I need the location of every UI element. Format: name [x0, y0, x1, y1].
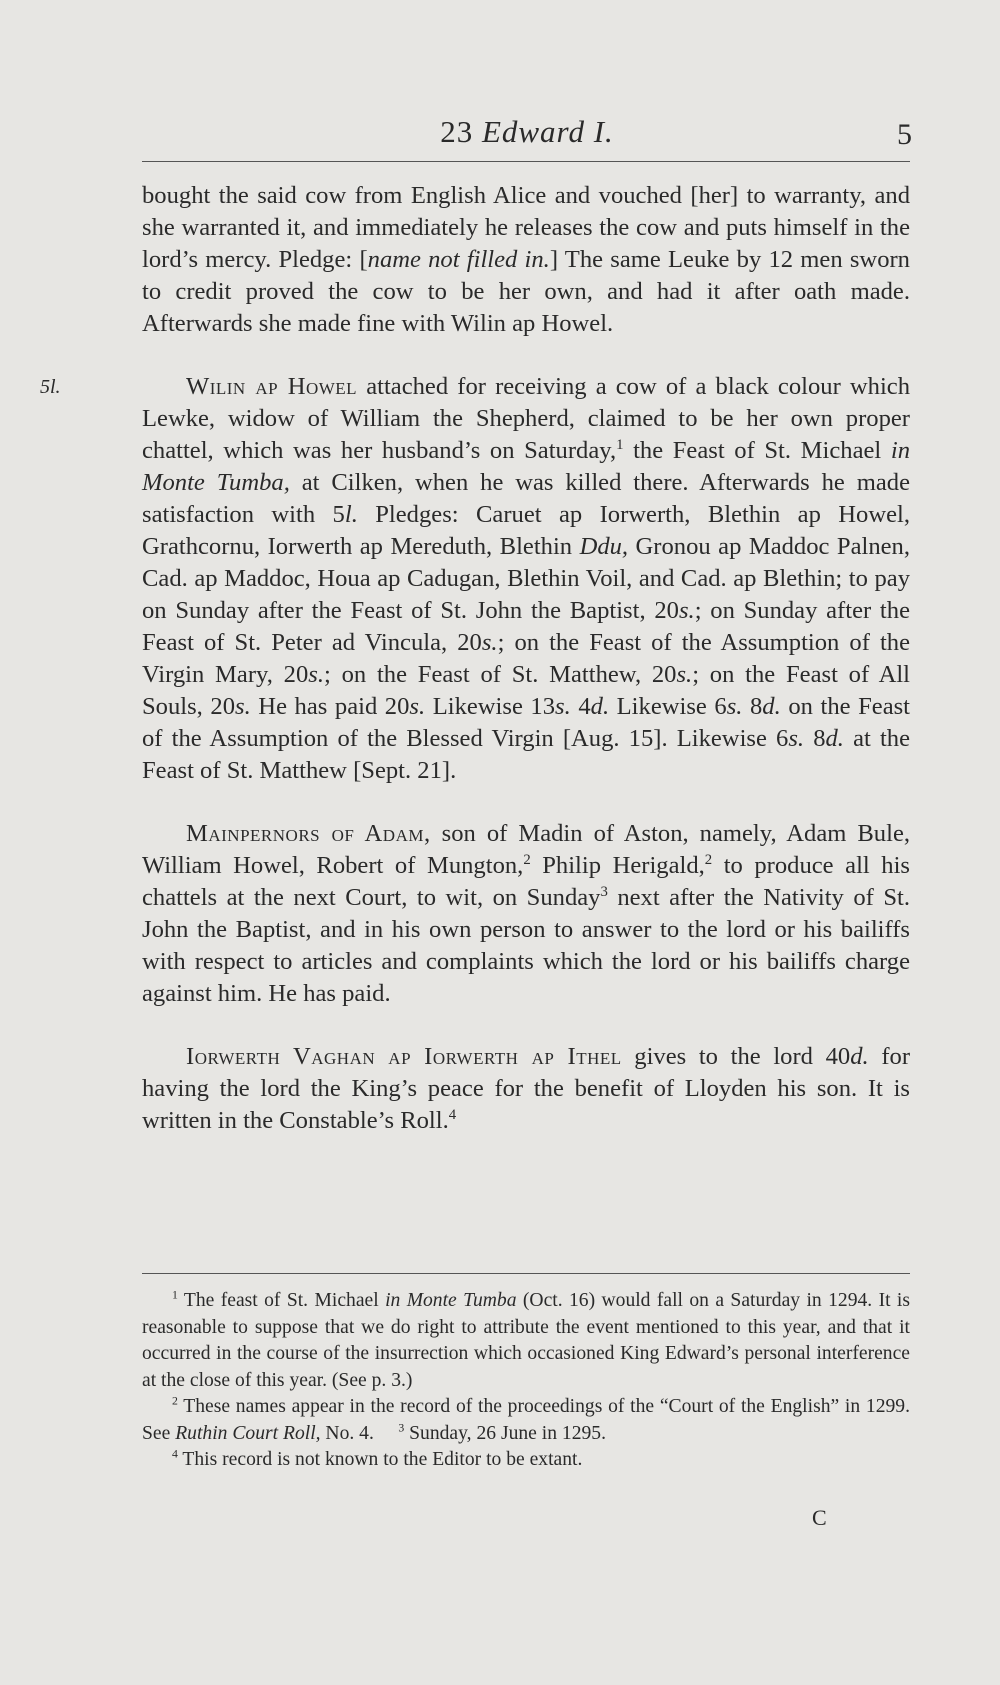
paragraph-3: Mainpernors of Adam, son of Madin of Aston, namely, Adam Bule, William Howel, Robert of Mungton,$^2$ Philip Herigald,$^2$ to produce all his chattels at the next Court, to wit, on Sunday$^3$ next after the Nativity of St. John the Baptist, and in his own person to answer to the lord or his bailiffs with respect to articles and complaints which the lord or his bailiffs charge against him. He has paid.	[142, 820, 911, 1007]
running-header	[142, 108, 912, 154]
footnote-ref: 3	[600, 883, 608, 900]
paragraph-4: Iorwerth Vaghan ap Iorwerth ap Ithel gives to the lord 40d. for having the lord the King’s peace for the benefit of Lloyden his son. It is written in the Constable’s Roll.$^4$	[142, 1043, 911, 1134]
footnote-ref: 1	[616, 436, 624, 453]
entry-lead: Iorwerth Vaghan ap Iorwerth ap Ithel	[186, 1043, 622, 1070]
body-text	[40, 180, 911, 1168]
footnote-4: $^4$ This record is not known to the Editor to be extant.	[172, 1447, 583, 1470]
regnal-number: 23	[440, 114, 474, 149]
header-rule	[142, 161, 910, 162]
footnotes	[142, 1288, 910, 1474]
entry-lead: Mainpernors of Adam,	[186, 820, 431, 847]
paragraph-1: bought the said cow from English Alice and vouched [her] to warranty, and she warranted it, and immediately he releases the cow and puts himself in the lord’s mercy. Pledge: [name not filled in.] The same Leuke by 12 men sworn to credit proved the cow to be her own, and had it after oath made. Afterwards she made fine with Wilin ap Howel.	[142, 182, 910, 337]
paragraph-2: 5l. Wilin ap Howel attached for receiving a cow of a black colour which Lewke, widow of William the Shepherd, claimed to be her own proper chattel, which was her husband’s on Saturday,$^1$ the Feast of St. Michael in Monte Tumba, at Cilken, when he was killed there. Afterwards he made satisfaction with 5l. Pledges: Caruet ap Iorwerth, Blethin ap Howel, Grathcornu, Iorwerth ap Mereduth, Blethin Ddu, Gronou ap Maddoc Palnen, Cad. ap Maddoc, Houa ap Cadugan, Blethin Voil, and Cad. ap Blethin; to pay on Sunday after the Feast of St. John the Baptist, 20s.; on Sunday after the Feast of St. Peter ad Vincula, 20s.; on the Feast of the Assumption of the Virgin Mary, 20s.; on the Feast of St. Matthew, 20s.; on the Feast of All Souls, 20s. He has paid 20s. Likewise 13s. 4d. Likewise 6s. 8d. on the Feast of the Assumption of the Blessed Virgin [Aug. 15]. Likewise 6s. 8d. at the Feast of St. Matthew [Sept. 21].	[40, 373, 911, 784]
footnote-ref: 4	[448, 1106, 457, 1123]
footnote-ref: 2	[523, 851, 531, 868]
margin-note: 5l.	[40, 376, 61, 398]
regnal-name: Edward I.	[481, 114, 614, 149]
signature-mark: C	[812, 1505, 827, 1530]
page-number: 5	[897, 118, 912, 151]
footnote-1: $^1$ The feast of St. Michael in Monte Tumba (Oct. 16) would fall on a Saturday in 1294. It is reasonable to suppose that we do right to attribute the event mentioned to this year, and that it occurred in the course of the insurrection which occasioned King Edward’s personal interference at the close of this year. (See p. 3.)	[142, 1288, 910, 1391]
footnote-2: $^2$ These names appear in the record of the proceedings of the “Court of the English” in 1299. See Ruthin Court Roll, No. 4. $^3$ Sunday, 26 June in 1295.	[142, 1394, 910, 1444]
footnote-rule	[142, 1273, 910, 1274]
entry-lead: Wilin ap Howel	[186, 373, 358, 400]
footnote-ref: 2	[704, 851, 713, 868]
running-title	[142, 114, 912, 150]
footnote-3: $^3$ Sunday, 26 June in 1295.	[398, 1420, 606, 1444]
